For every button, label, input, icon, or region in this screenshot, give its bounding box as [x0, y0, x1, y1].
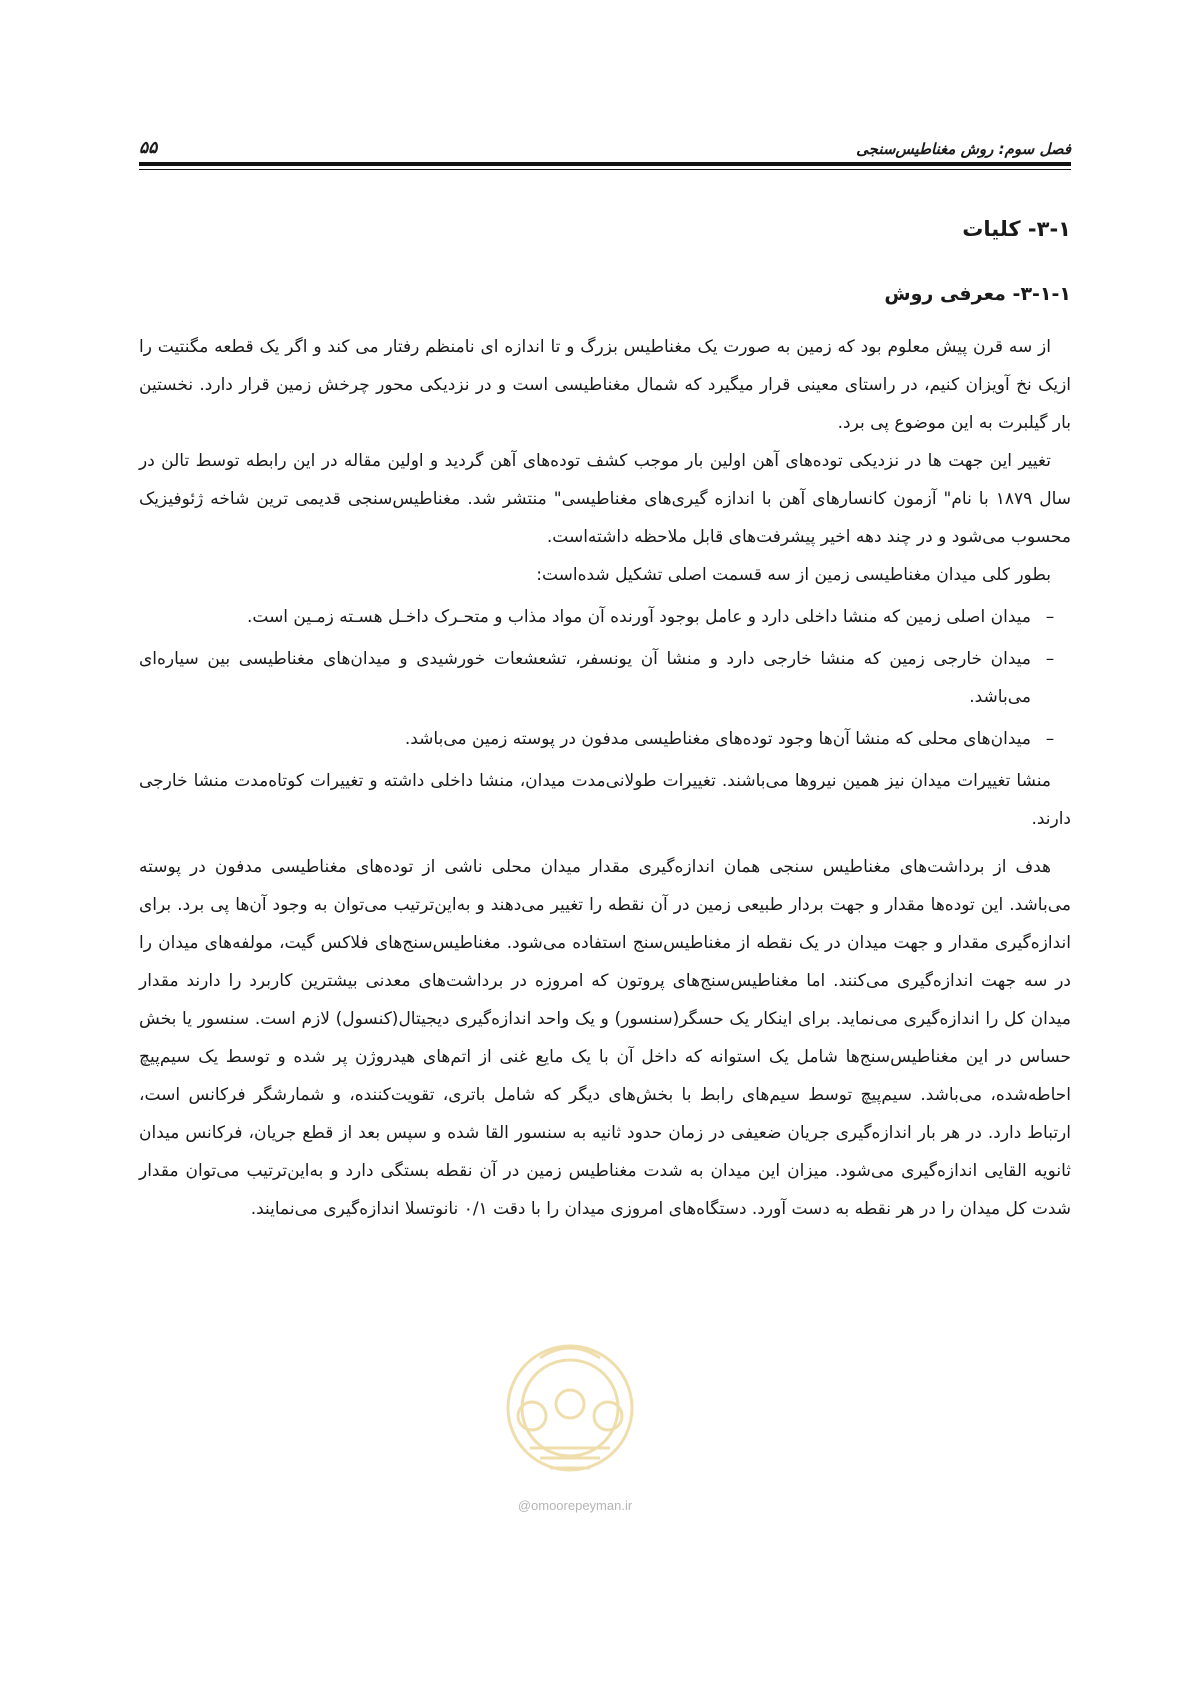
page-body — [139, 214, 1071, 1228]
list-item-text: میدان خارجی زمین که منشا خارجی دارد و منشا آن یونسفر، تشعشعات خورشیدی و میدان‌های مغناطیسی بین سیاره‌ای می‌باشد. — [139, 649, 1031, 707]
page-number: ۵۵ — [139, 138, 158, 158]
list-item — [139, 720, 1071, 758]
paragraph-5: هدف از برداشت‌های مغناطیس سنجی همان اندازه‌گیری مقدار میدان محلی ناشی از توده‌های مغناطیسی مدفون در پوسته می‌باشد. این توده‌ها مقدار و جهت بردار طبیعی زمین در آن نقطه را تغییر می‌دهند و به‌این‌ترتیب می‌توان به وجود آن‌ها پی برد. برای اندازه‌گیری مقدار و جهت میدان در یک نقطه از مغناطیس‌سنج استفاده می‌شود. مغناطیس‌سنج‌های فلاکس گیت، مولفه‌های میدان را در سه جهت اندازه‌گیری می‌کنند. اما مغناطیس‌سنج‌های پروتون که امروزه در برداشت‌های معدنی بیشترین کاربرد را دارند مقدار میدان کل را اندازه‌گیری می‌نماید. برای اینکار یک حسگر(سنسور) و یک واحد اندازه‌گیری دیجیتال(کنسول) لازم است. سنسور یا بخش حساس در این مغناطیس‌سنج‌ها شامل یک استوانه که داخل آن با یک مایع غنی از اتم‌های هیدروژن پر شده و توسط یک سیم‌پیچ احاطه‌شده، می‌باشد. سیم‌پیچ توسط سیم‌های رابط با بخش‌های دیگر که شامل باتری، تقویت‌کننده، و شمارشگر فرکانس است، ارتباط دارد. در هر بار اندازه‌گیری جریان ضعیفی در زمان حدود ثانیه به سنسور القا شده و سپس بعد از قطع جریان، فرکانس میدان ثانویه القایی اندازه‌گیری می‌شود. میزان این میدان به شدت مغناطیس زمین در آن نقطه بستگی دارد و به‌این‌ترتیب می‌توان مقدار شدت کل میدان را در هر نقطه به دست آورد. دستگاه‌های امروزی میدان را با دقت ۰/۱ نانوتسلا اندازه‌گیری می‌نمایند. — [139, 857, 1071, 1219]
subsection-heading: ۳-۱-۱- معرفی روش — [884, 283, 1071, 305]
field-components-list — [139, 598, 1071, 758]
paragraph-1: از سه قرن پیش معلوم بود که زمین به صورت یک مغناطیس بزرگ و تا اندازه ای نامنظم رفتار می کند و اگر یک قطعه مگنتیت را ازیک نخ آویزان کنیم، در راستای معینی قرار میگیرد که شمال مغناطیسی است و در نزدیکی محور چرخش زمین قرار دارد. نخستین بار گیلبرت به این موضوع پی برد. — [139, 337, 1071, 433]
watermark-logo-icon — [470, 1318, 670, 1488]
dash-bullet: – — [1045, 729, 1055, 749]
section-heading: ۳-۱- کلیات — [962, 217, 1071, 241]
list-item-text: میدان اصلی زمین که منشا داخلی دارد و عامل بوجود آورنده آن مواد مذاب و متحـرک داخـل هسـته زمـین است. — [246, 607, 1031, 627]
paragraph-2: تغییر این جهت ها در نزدیکی توده‌های آهن اولین بار موجب کشف توده‌های آهن گردید و اولین مقاله در این رابطه توسط تالن در سال ۱۸۷۹ با نام" آزمون کانسارهای آهن با اندازه گیری‌های مغناطیسی" منتشر شد. مغناطیس‌سنجی قدیمی ترین شاخه ژئوفیزیک محسوب می‌شود و در چند دهه اخیر پیشرفت‌های قابل ملاحظه داشته‌است. — [139, 451, 1071, 547]
dash-bullet: – — [1045, 649, 1055, 669]
running-header — [139, 128, 1071, 158]
paragraph-4: منشا تغییرات میدان نیز همین نیروها می‌باشند. تغییرات طولانی‌مدت میدان، منشا داخلی داشته و تغییرات کوتاه‌مدت منشا خارجی دارند. — [139, 771, 1071, 829]
header-rule-thick — [139, 162, 1071, 166]
header-rule-thin — [139, 169, 1071, 170]
list-item — [139, 598, 1071, 636]
list-item-text: میدان‌های محلی که منشا آن‌ها وجود توده‌های مغناطیسی مدفون در پوسته زمین می‌باشد. — [404, 729, 1031, 749]
dash-bullet: – — [1045, 607, 1055, 627]
list-intro: بطور کلی میدان مغناطیسی زمین از سه قسمت اصلی تشکیل شده‌است: — [536, 565, 1051, 585]
chapter-title: فصل سوم: روش مغناطیس‌سنجی — [856, 140, 1071, 158]
list-item — [139, 640, 1071, 716]
watermark-url: @omoorepeyman.ir — [517, 1498, 633, 1513]
